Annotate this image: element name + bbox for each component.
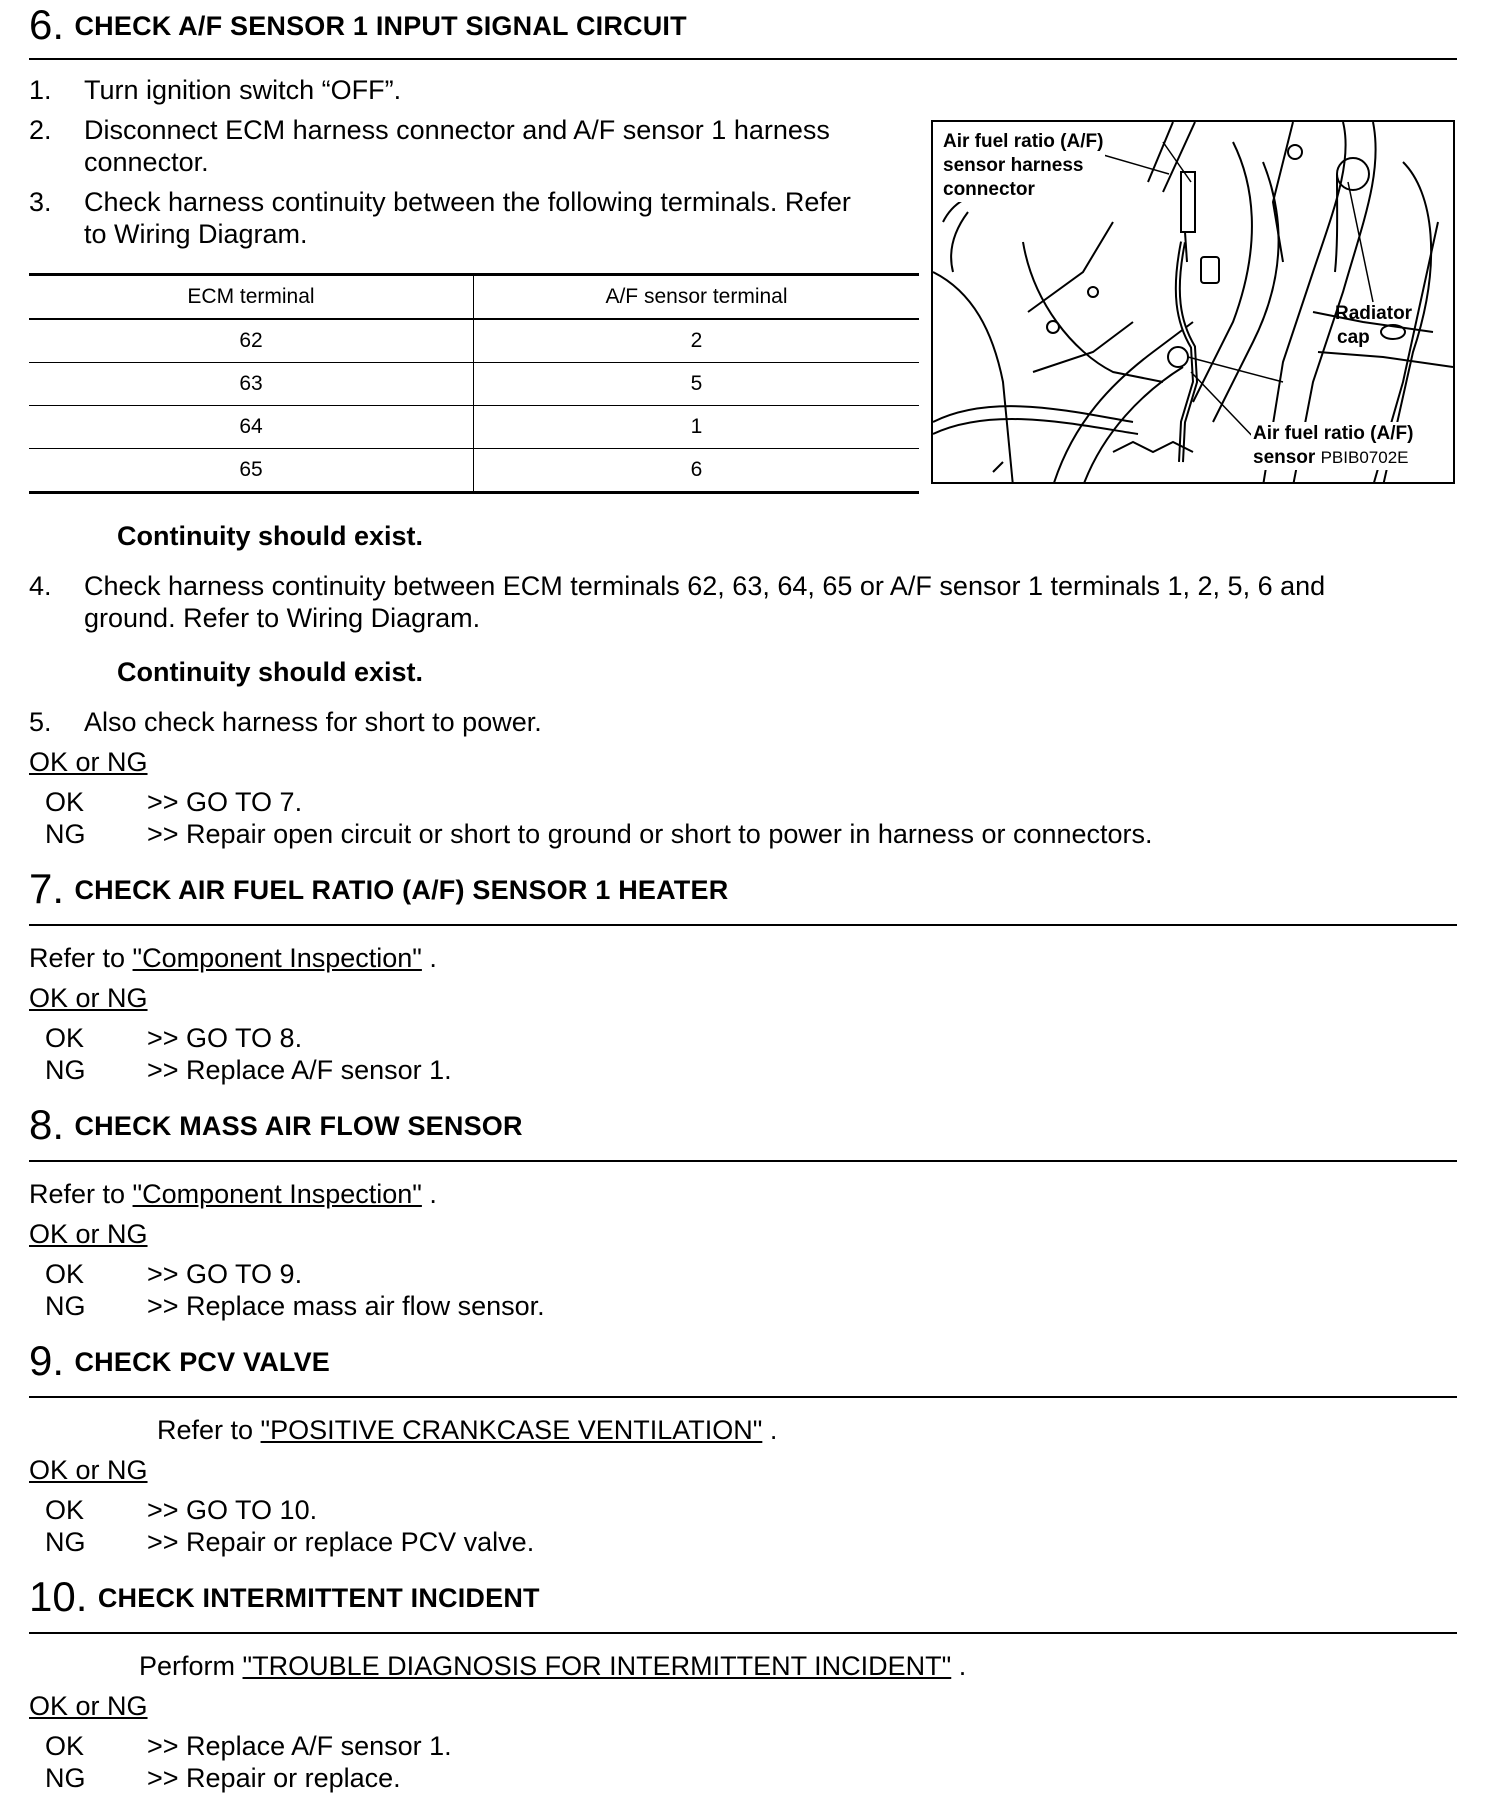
refer-line: Refer to "POSITIVE CRANKCASE VENTILATION" . [157,1415,778,1445]
ok-result: OK >> GO TO 9. [45,1259,303,1289]
refer-line: Perform "TROUBLE DIAGNOSIS FOR INTERMITTENT INCIDENT" . [139,1651,967,1681]
sensor-label: Air fuel ratio (A/F) sensor PBIB0702E [1253,423,1414,468]
ng-result: NG >> Repair or replace. [45,1763,401,1793]
ng-result: NG >> Replace mass air flow sensor. [45,1291,545,1321]
table-row [29,406,919,449]
ok-or-ng-label: OK or NG [29,1691,148,1721]
ng-result: NG >> Repair open circuit or short to ground or short to power in harness or connectors. [45,819,1153,849]
step-title: CHECK PCV VALVE [74,1347,331,1377]
ok-result: OK >> GO TO 10. [45,1495,318,1525]
list-item: 2. Disconnect ECM harness connector and A/F sensor 1 harness connector. [29,115,830,177]
refer-line: Refer to "Component Inspection" . [29,943,437,973]
step-number: 9 [29,1337,53,1384]
step-title: CHECK A/F SENSOR 1 INPUT SIGNAL CIRCUIT [74,11,687,41]
step-title: CHECK AIR FUEL RATIO (A/F) SENSOR 1 HEATER [74,875,729,905]
refer-line: Refer to "Component Inspection" . [29,1179,437,1209]
step-number: 8 [29,1101,53,1148]
step-9-header: 9. CHECK PCV VALVE [29,1340,1457,1398]
component-inspection-link[interactable]: "Component Inspection" [132,943,422,973]
ok-result: OK >> GO TO 7. [45,787,303,817]
table-row [29,319,919,363]
continuity-note: Continuity should exist. [117,657,424,687]
step-6-header: 6. CHECK A/F SENSOR 1 INPUT SIGNAL CIRCUIT [29,4,1457,60]
ok-or-ng-label: OK or NG [29,747,148,777]
table-row [29,449,919,493]
table-cell: 5 [474,363,920,406]
table-cell: 63 [29,363,474,406]
ng-result: NG >> Repair or replace PCV valve. [45,1527,535,1557]
table-cell: 1 [474,406,920,449]
step-title: CHECK INTERMITTENT INCIDENT [97,1583,540,1613]
step-title: CHECK MASS AIR FLOW SENSOR [74,1111,523,1141]
step-number: 7 [29,865,53,912]
ok-or-ng-label: OK or NG [29,1219,148,1249]
column-header: A/F sensor terminal [474,275,920,320]
step-7-header: 7. CHECK AIR FUEL RATIO (A/F) SENSOR 1 HEATER [29,868,1457,926]
list-item: 3. Check harness continuity between the following terminals. Refer to Wiring Diagram. [29,187,851,249]
column-header: ECM terminal [29,275,474,320]
ng-result: NG >> Replace A/F sensor 1. [45,1055,452,1085]
terminal-table [29,273,919,494]
table-row [29,363,919,406]
table-cell: 64 [29,406,474,449]
table-cell: 6 [474,449,920,493]
pcv-link[interactable]: "POSITIVE CRANKCASE VENTILATION" [260,1415,763,1445]
radiator-cap-label: Radiator cap [1335,303,1413,348]
step-number: 10 [29,1573,76,1620]
table-cell: 65 [29,449,474,493]
component-inspection-link[interactable]: "Component Inspection" [132,1179,422,1209]
table-cell: 2 [474,319,920,363]
list-item: 4. Check harness continuity between ECM terminals 62, 63, 64, 65 or A/F sensor 1 terminals 1, 2, 5, 6 and ground. Refer to Wiring Diagram. [29,571,1326,633]
engine-bay-figure [931,120,1455,484]
table-header-row [29,275,919,320]
ok-result: OK >> GO TO 8. [45,1023,303,1053]
connector-label: Air fuel ratio (A/F) sensor harness connector [943,131,1104,200]
step-8-header: 8. CHECK MASS AIR FLOW SENSOR [29,1104,1457,1162]
figure-code: PBIB0702E [1320,448,1409,467]
trouble-diagnosis-link[interactable]: "TROUBLE DIAGNOSIS FOR INTERMITTENT INCIDENT" [242,1651,952,1681]
ok-or-ng-label: OK or NG [29,1455,148,1485]
step-number: 6 [29,1,53,48]
table-cell: 62 [29,319,474,363]
ok-or-ng-label: OK or NG [29,983,148,1013]
step-10-header: 10. CHECK INTERMITTENT INCIDENT [29,1576,1457,1634]
continuity-note: Continuity should exist. [117,521,424,551]
ok-result: OK >> Replace A/F sensor 1. [45,1731,452,1761]
